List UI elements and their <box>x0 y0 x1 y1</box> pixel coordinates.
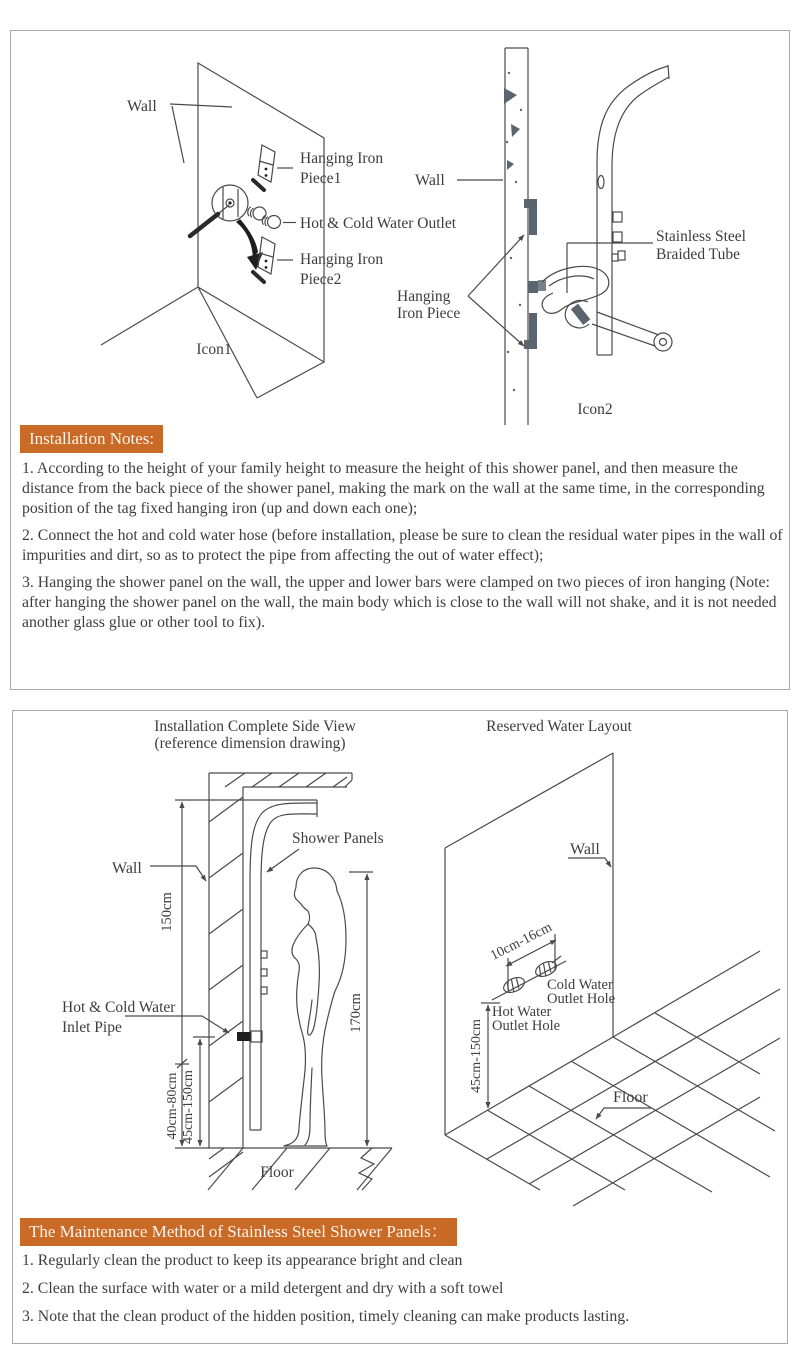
icon2-hanging-label-line2: Iron Piece <box>397 305 461 322</box>
water-layout-title: Reserved Water Layout <box>486 718 632 735</box>
icon2-braided-label-line1: Stainless Steel <box>656 228 746 245</box>
icon1-piece1-label-line1: Hanging Iron <box>300 150 384 167</box>
inlet-pipe-label-line2: Inlet Pipe <box>62 1019 122 1036</box>
installation-note-2: 2. Connect the hot and cold water hose (before installation, please be sure to clean the residual water pipes in the wall of impurities and dirt, so as to protect the pipe from affecting the out of water effect); <box>22 527 783 564</box>
side-view-title-line2: (reference dimension drawing) <box>154 735 346 752</box>
side-view-wall-label: Wall <box>112 860 142 877</box>
icon2-hanging-label-line1: Hanging <box>397 288 451 305</box>
layout-floor-label: Floor <box>613 1089 648 1106</box>
side-view-floor-label: Floor <box>260 1164 294 1181</box>
maintenance-item-3: 3. Note that the clean product of the hidden position, timely cleaning can make products lasting. <box>22 1308 630 1325</box>
dim-45-150cm-label: 45cm-150cm <box>181 1070 196 1144</box>
maintenance-item-2: 2. Clean the surface with water or a mild detergent and dry with a soft towel <box>22 1280 504 1297</box>
maintenance-list <box>22 1251 784 1335</box>
dim-10-16cm-label: 10cm-16cm <box>488 920 555 964</box>
installation-notes-list <box>22 459 784 640</box>
icon1-piece1-label-line2: Piece1 <box>300 170 342 187</box>
icon1-caption: Icon1 <box>196 341 232 358</box>
installation-note-1: 1. According to the height of your family height to measure the height of this shower panel, and then measure the distance from the back piece of the shower panel, making the mark on the wall at the same time, in the corresponding position of the tag fixed hanging iron (up and down each one); <box>22 460 765 517</box>
layout-dim-45-150cm-label: 45cm-150cm <box>469 1019 484 1093</box>
maintenance-header: The Maintenance Method of Stainless Steel Shower Panels： <box>20 1218 457 1246</box>
cold-water-label-line2: Outlet Hole <box>547 991 616 1007</box>
icon1-piece2-label-line2: Piece2 <box>300 271 342 288</box>
layout-wall-label: Wall <box>570 841 600 858</box>
cold-water-label-line1: Cold Water <box>547 977 613 993</box>
icon2-wall-label: Wall <box>415 172 445 189</box>
side-view-title-line1: Installation Complete Side View <box>154 718 356 735</box>
icon1-piece2-label-line1: Hanging Iron <box>300 251 384 268</box>
inlet-pipe-label-line1: Hot & Cold Water <box>62 999 176 1016</box>
dim-40-80cm-label: 40cm-80cm <box>165 1072 180 1140</box>
installation-note-3: 3. Hanging the shower panel on the wall, the upper and lower bars were clamped on two pieces of iron hanging (Note: after hanging the shower panel on the wall, the main body which is close to the wall will not shake, and it is not needed another glass glue or other tool to fix). <box>22 574 777 631</box>
dim-150cm-label: 150cm <box>159 892 175 932</box>
maintenance-item-1: 1. Regularly clean the product to keep its appearance bright and clean <box>22 1252 463 1269</box>
dimension-section-frame <box>12 710 788 1344</box>
shower-panels-label: Shower Panels <box>292 830 384 847</box>
hot-water-label-line1: Hot Water <box>492 1004 552 1020</box>
hot-water-label-line2: Outlet Hole <box>492 1018 561 1034</box>
dim-170cm-label: 170cm <box>348 993 364 1033</box>
icon2-braided-label-line2: Braided Tube <box>656 246 740 263</box>
icon1-outlet-label: Hot & Cold Water Outlet <box>300 215 457 232</box>
icon2-caption: Icon2 <box>577 401 613 418</box>
installation-notes-header: Installation Notes: <box>20 425 163 453</box>
icon1-wall-label: Wall <box>127 98 157 115</box>
